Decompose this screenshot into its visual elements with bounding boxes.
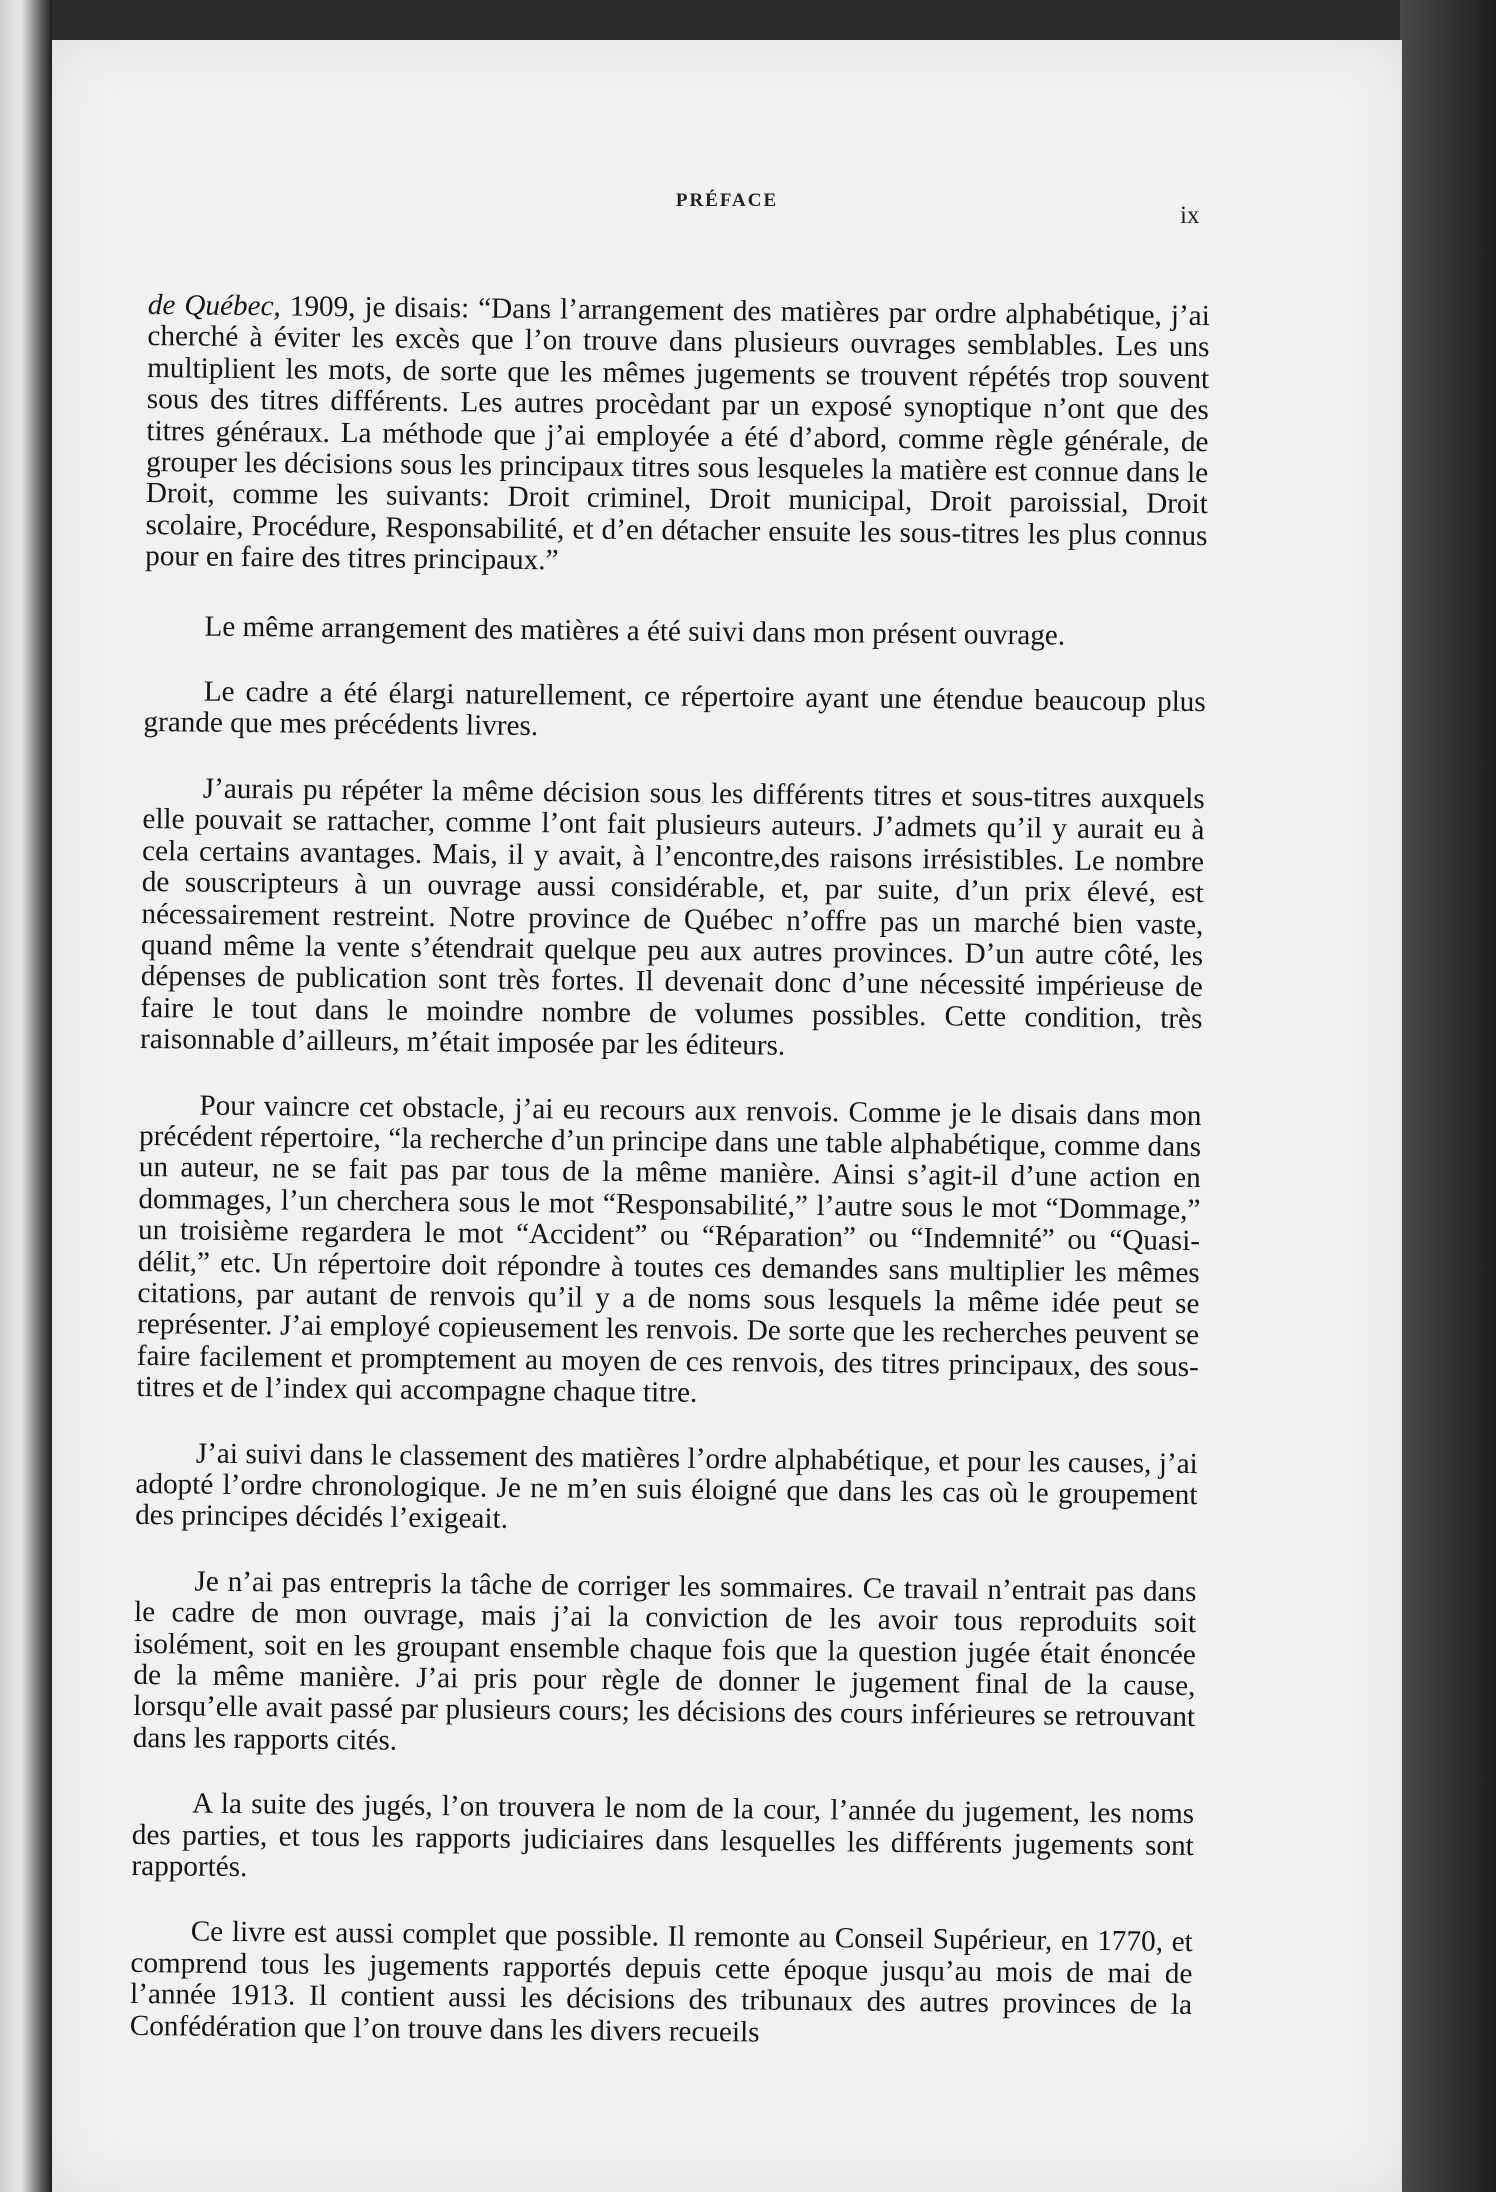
scanner-frame-left [0,0,52,2192]
scanner-frame-right [1400,0,1496,2192]
paragraph-6: J’ai suivi dans le classement des matières l’ordre alphabétique, et pour les causes, j’ai adopté l’ordre chronologique. Je ne m’en suis éloigné que dans les cas où le groupement des principes décidés l’exigeait. [135,1437,1198,1536]
paragraph-2: Le même arrangement des matières a été suivi dans mon présent ouvrage. [204,610,1066,652]
italic-lead: de Québec, [147,289,282,323]
running-title: PRÉFACE [675,190,779,211]
paragraph-8: A la suite des jugés, l’on trouvera le nom de la cour, l’année du jugement, les noms des parties, et tous les rapports judiciaires dans lesquelles les différents jugements sont rapportés. [131,1787,1195,1884]
paragraph-4: J’aurais pu répéter la même décision sous les différents titres et sous-titres auxquels elle pouvait se rattacher, comme l’ont fait plusieurs auteurs. J’admets qu’il y aurait eu à cela certains avantages. Mais, il y avait, à l’encontre,des raisons irrésistibles. Le nombre de souscripteurs à un ouvrage aussi considérable, et, par suite, d’un prix élevé, est nécessairement restreint. Notre province de Québec n’offre pas un marché bien vaste, quand même la vente s’étendrait quelque peu aux autres provinces. D’un autre côté, les dépenses de publication sont très fortes. Il devenait donc d’une nécessité impérieuse de faire le tout dans le moindre nombre de volumes possibles. Cette condition, très raisonnable d’ailleurs, m’était imposée par les éditeurs. [139,772,1205,1062]
page-number: ix [1180,202,1200,229]
paragraph-7: Je n’ai pas entrepris la tâche de corriger les sommaires. Ce travail n’entrait pas dans le cadre de mon ouvrage, mais j’ai la conviction de les avoir tous reproduits soit isolément, soit en les groupant ensemble chaque fois que la question jugée était énoncée de la même manière. J’ai pris pour règle de donner le jugement final de la cause, lorsqu’elle avait passé par plusieurs cours; les décisions des cours inférieures se retrouvant dans les rapports cités. [132,1565,1197,1757]
paragraph-1 [145,290,1210,584]
book-page [52,40,1402,2192]
paragraph-text: 1909, je disais: “Dans l’arrangement des matières par ordre alphabétique, j’ai cherché à éviter les excès que l’on trouve dans plusieurs ouvrages semblables. Les uns multiplient les mots, de sorte que les mêmes jugements se trouvent répétés trop souvent sous des titres différents. Les autres procèdant par un exposé synoptique n’ont que des titres généraux. La méthode que j’ai employée a été d’abord, comme règle générale, de grouper les décisions sous les principaux titres sous lesqueles la matière est connue dans le Droit, comme les suivants: Droit criminel, Droit municipal, Droit paroissial, Droit scolaire, Procédure, Responsabilité, et d’en détacher ensuite les sous-titres les plus connus pour en faire des titres principaux.” [145,290,1210,577]
preface-body [129,290,1210,2087]
paragraph-5: Pour vaincre cet obstacle, j’ai eu recours aux renvois. Comme je le disais dans mon précédent répertoire, “la recherche d’un principe dans une table alphabétique, comme dans un auteur, ne se fait pas par tous de la même manière. Ainsi s’agit-il d’une action en dommages, l’un cherchera sous le mot “Responsabilité,” l’autre sous le mot “Dommage,” un troisième regardera le mot “Accident” ou “Réparation” ou “Indemnité” ou “Quasi-délit,” etc. Un répertoire doit répondre à toutes ces demandes sans multiplier les mêmes citations, par autant de renvois qu’il y a de noms sous lesquels la même idée peut se représenter. J’ai employé copieusement les renvois. De sorte que les recherches peuvent se faire facilement et promptement au moyen de ces renvois, des titres principaux, des sous-titres et de l’index qui accompagne chaque titre. [136,1089,1202,1409]
paragraph-9: Ce livre est aussi complet que possible. Il remonte au Conseil Supérieur, en 1770, et comprend tous les jugements rapportés depuis cette époque jusqu’au mois de mai de l’année 1913. Il contient aussi les décisions des tribunaux des autres provinces de la Confédération que l’on trouve dans les divers recueils [129,1916,1193,2049]
paragraph-3: Le cadre a été élargi naturellement, ce répertoire ayant une étendue beaucoup plus grande que mes précédents livres. [143,675,1206,743]
